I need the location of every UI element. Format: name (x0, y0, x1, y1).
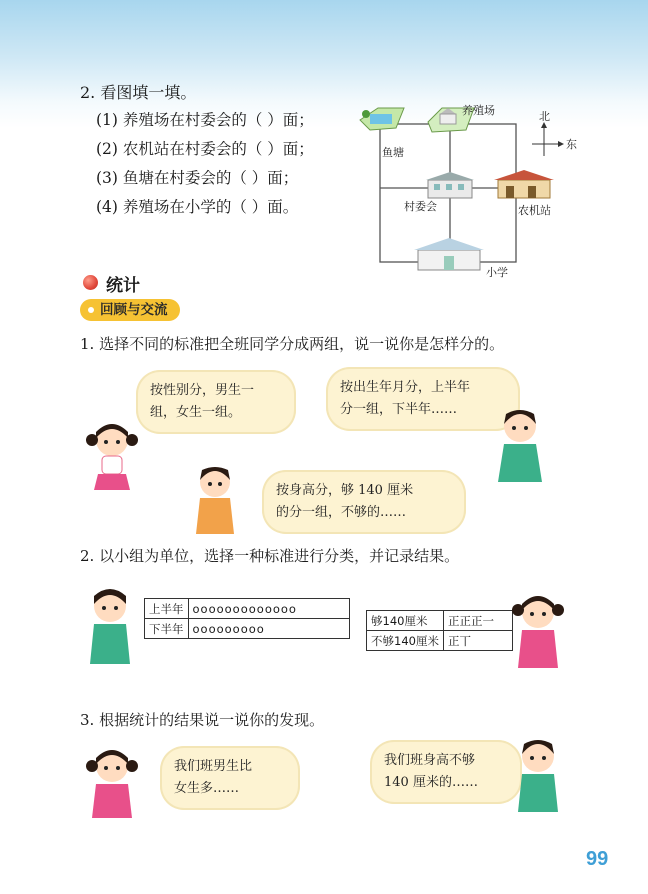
boy-character-icon-3 (506, 734, 570, 822)
bubble-2-line-1: 按出生年月分，上半年 (340, 380, 471, 395)
bubble-4-line-1: 我们班男生比 (174, 759, 253, 774)
table-cell-value: ooooooooooooo (188, 599, 349, 619)
record-table-height (366, 610, 513, 651)
section-title: 统计 (106, 276, 140, 296)
review-tag (80, 299, 180, 321)
fish-pond-label: 鱼塘 (382, 146, 404, 159)
bubble-3-line-2: 的分一组，不够的…… (276, 505, 407, 520)
q2-map-item-3: (3) 鱼塘在村委会的（ ）面； (96, 169, 299, 187)
table-cell-value: 正正正一 (443, 611, 512, 631)
village-committee-icon (426, 172, 474, 198)
girl-character-icon-4 (82, 744, 144, 822)
q1-text: 1. 选择不同的标准把全班同学分成两组，说一说你是怎样分的。 (80, 335, 505, 353)
school-icon (414, 238, 484, 270)
bubble-5-line-2: 140 厘米的…… (384, 775, 478, 790)
q3-text: 3. 根据统计的结果说一说你的发现。 (80, 711, 325, 729)
machine-station-icon (494, 170, 554, 198)
table-row (145, 619, 350, 639)
table-cell-value: 正丅 (443, 631, 512, 651)
q2-text: 2. 以小组为单位，选择一种标准进行分类，并记录结果。 (80, 547, 460, 565)
section-dot-icon (83, 275, 98, 290)
fish-pond-icon (360, 108, 404, 130)
machine-station-label: 农机站 (518, 204, 551, 217)
boy-character-icon-2 (190, 462, 240, 538)
bubble-4-line-2: 女生多…… (174, 781, 240, 796)
table-row (367, 631, 513, 651)
table-cell-label: 够140厘米 (367, 611, 444, 631)
farm-label: 养殖场 (462, 104, 495, 117)
village-map (356, 100, 588, 282)
table-cell-label: 不够140厘米 (367, 631, 444, 651)
bubble-3-line-1: 按身高分，够 140 厘米 (276, 483, 414, 498)
record-table-birthday (144, 598, 350, 639)
speech-bubble-4 (160, 746, 300, 810)
school-label: 小学 (486, 266, 508, 279)
compass-icon (532, 122, 564, 156)
girl-character-icon-2 (80, 584, 142, 670)
table-cell-value: ooooooooo (188, 619, 349, 639)
table-cell-label: 下半年 (145, 619, 189, 639)
table-row (145, 599, 350, 619)
table-row (367, 611, 513, 631)
girl-character-icon-3 (508, 590, 568, 672)
q2-map-items (96, 106, 314, 222)
speech-bubble-3 (262, 470, 466, 534)
q2-map-title: 2. 看图填一填。 (80, 83, 197, 102)
bubble-5-line-1: 我们班身高不够 (384, 753, 476, 768)
page-number: 99 (586, 848, 609, 870)
village-committee-label: 村委会 (404, 200, 437, 213)
boy-character-icon-1 (490, 404, 558, 486)
q2-map-item-2: (2) 农机站在村委会的（ ）面； (96, 140, 314, 158)
north-label: 北 (539, 110, 550, 123)
bubble-1-line-2: 组，女生一组。 (150, 405, 242, 420)
q2-map-item-1: (1) 养殖场在村委会的（ ）面； (96, 111, 314, 129)
east-label: 东 (566, 138, 577, 151)
bubble-1-line-1: 按性别分，男生一 (150, 383, 255, 398)
tag-dot-icon (88, 307, 94, 313)
bubble-2-line-2: 分一组，下半年…… (340, 402, 458, 417)
table-cell-label: 上半年 (145, 599, 189, 619)
speech-bubble-1 (136, 370, 296, 434)
speech-bubble-5 (370, 740, 522, 804)
review-tag-label: 回顾与交流 (100, 302, 168, 318)
q2-map-item-4: (4) 养殖场在小学的（ ）面。 (96, 198, 299, 216)
girl-character-icon (82, 418, 142, 498)
